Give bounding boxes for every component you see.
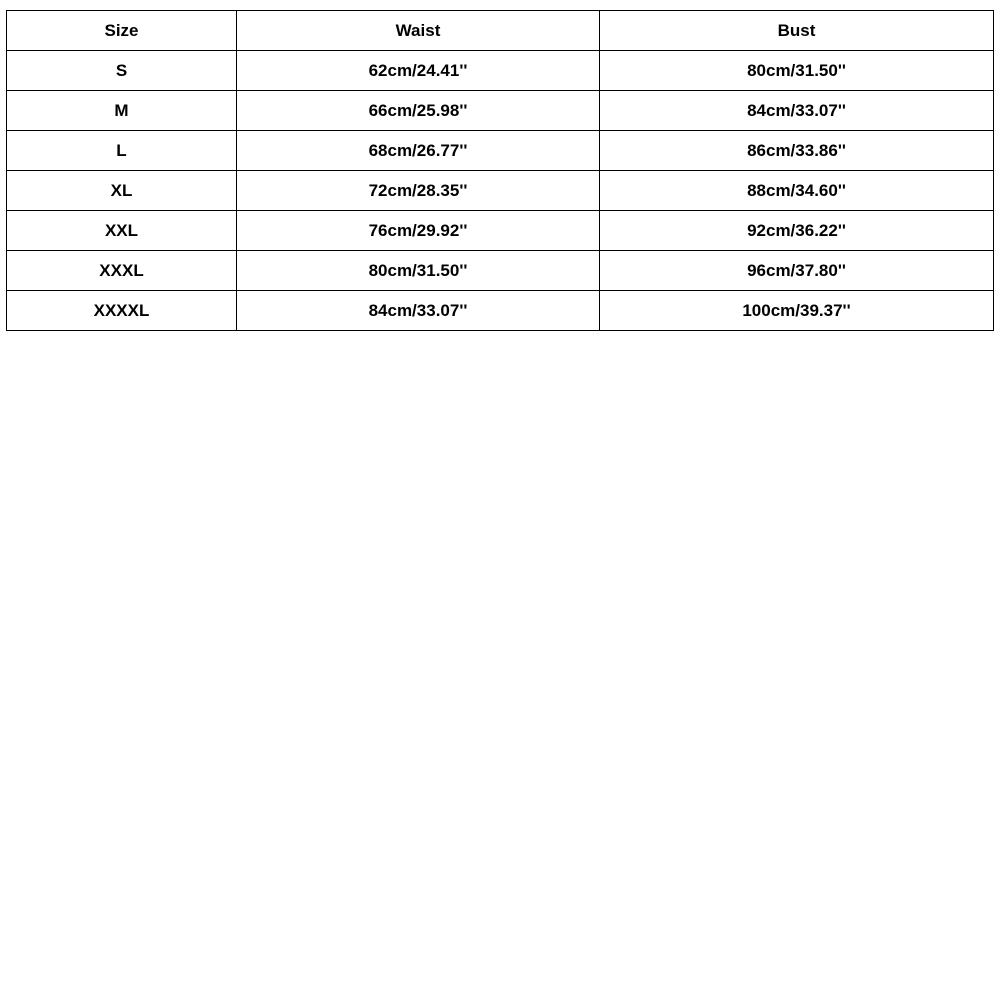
size-cell: L <box>7 131 237 171</box>
header-size: Size <box>7 11 237 51</box>
table-row <box>7 171 994 211</box>
waist-cell: 80cm/31.50'' <box>237 251 600 291</box>
table-row <box>7 51 994 91</box>
waist-cell: 66cm/25.98'' <box>237 91 600 131</box>
table-row <box>7 211 994 251</box>
table-header-row <box>7 11 994 51</box>
bust-cell: 84cm/33.07'' <box>600 91 994 131</box>
table-row <box>7 251 994 291</box>
size-chart-table <box>6 10 994 331</box>
waist-cell: 84cm/33.07'' <box>237 291 600 331</box>
bust-cell: 80cm/31.50'' <box>600 51 994 91</box>
bust-cell: 88cm/34.60'' <box>600 171 994 211</box>
bust-cell: 86cm/33.86'' <box>600 131 994 171</box>
waist-cell: 76cm/29.92'' <box>237 211 600 251</box>
size-cell: XXL <box>7 211 237 251</box>
table-row <box>7 91 994 131</box>
table-row <box>7 291 994 331</box>
table-row <box>7 131 994 171</box>
header-bust: Bust <box>600 11 994 51</box>
bust-cell: 92cm/36.22'' <box>600 211 994 251</box>
waist-cell: 72cm/28.35'' <box>237 171 600 211</box>
waist-cell: 68cm/26.77'' <box>237 131 600 171</box>
size-cell: XL <box>7 171 237 211</box>
header-waist: Waist <box>237 11 600 51</box>
size-cell: S <box>7 51 237 91</box>
size-cell: XXXXL <box>7 291 237 331</box>
bust-cell: 96cm/37.80'' <box>600 251 994 291</box>
size-cell: M <box>7 91 237 131</box>
size-cell: XXXL <box>7 251 237 291</box>
waist-cell: 62cm/24.41'' <box>237 51 600 91</box>
bust-cell: 100cm/39.37'' <box>600 291 994 331</box>
